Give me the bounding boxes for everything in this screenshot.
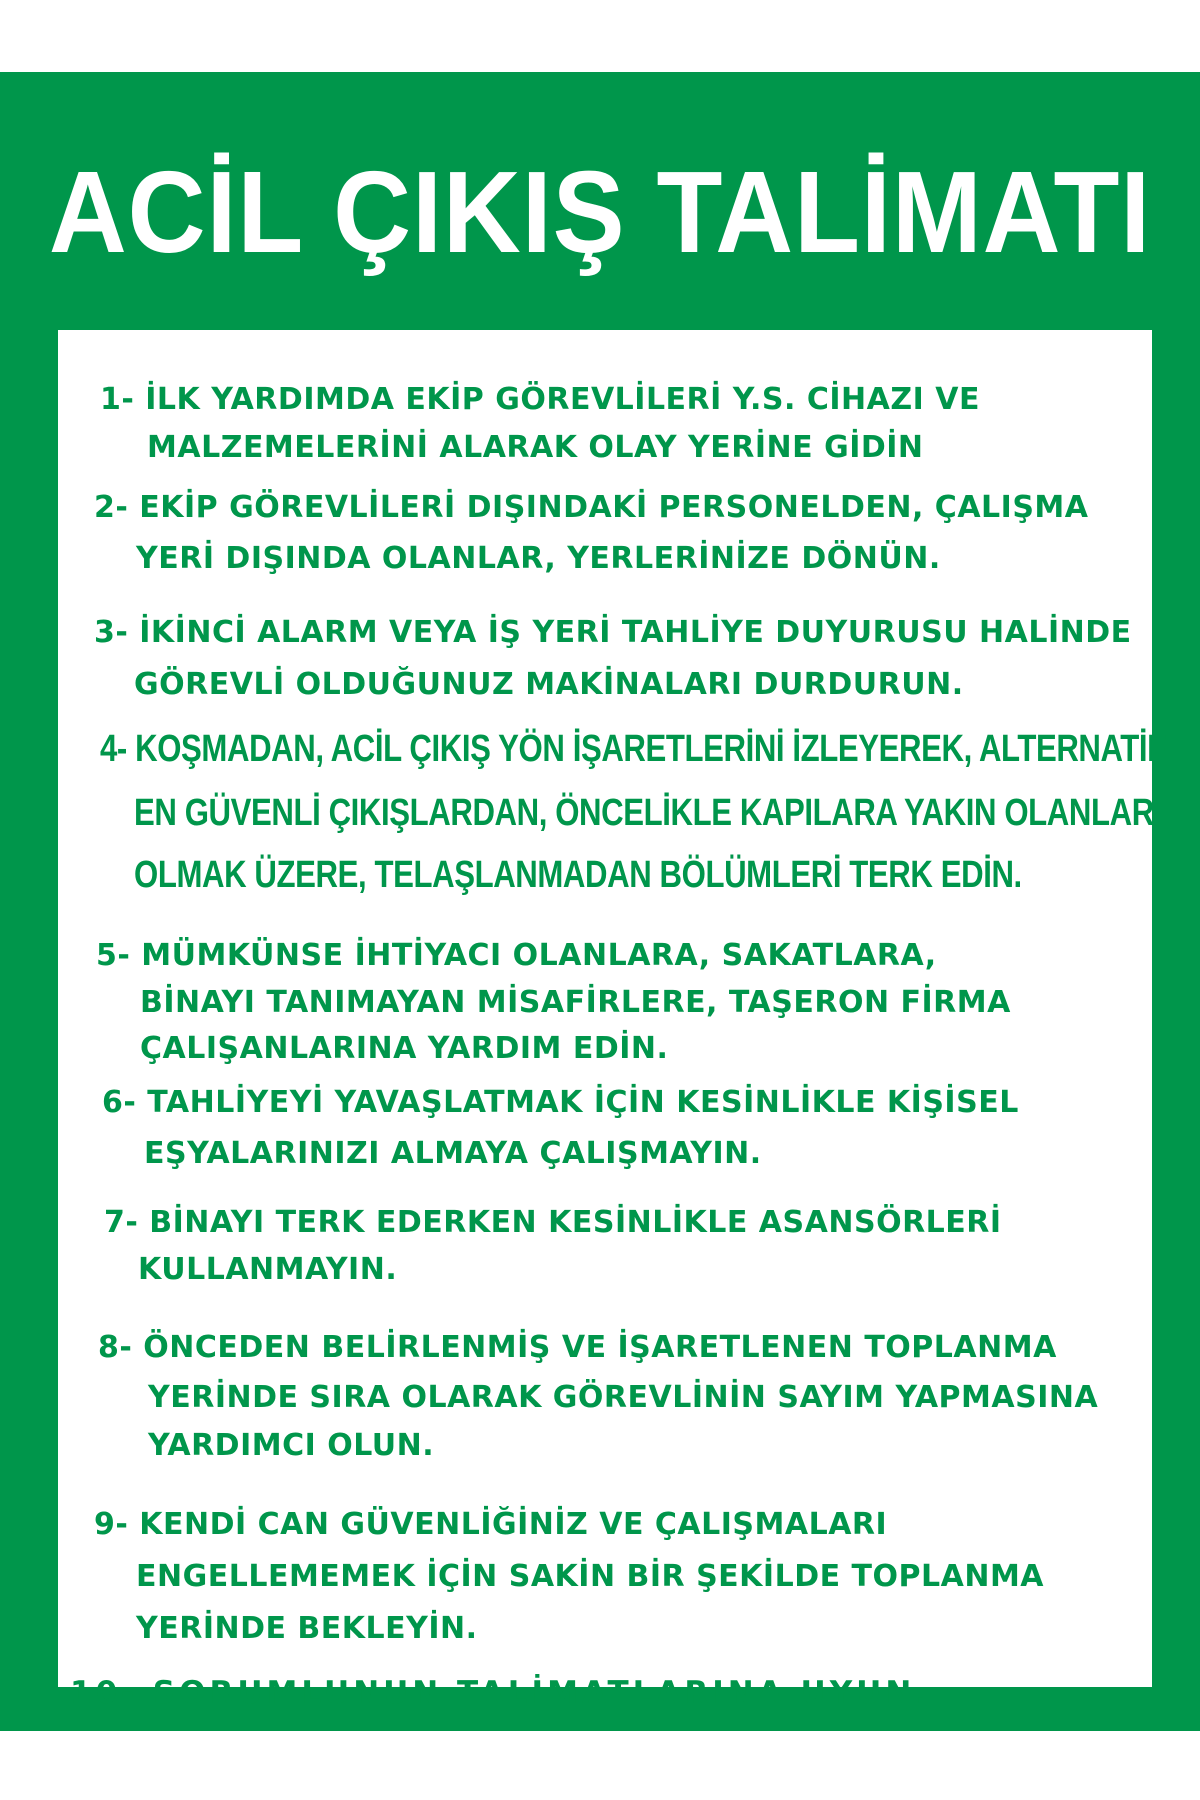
instruction-line: 2- EKİP GÖREVLİLERİ DIŞINDAKİ PERSONELDEN, ÇALIŞMA bbox=[94, 490, 1089, 525]
instructions-panel bbox=[58, 330, 1166, 1711]
instruction-line: YERİNDE SIRA OLARAK GÖREVLİNİN SAYIM YAPMASINA bbox=[148, 1380, 1099, 1415]
instruction-line: ÇALIŞANLARINA YARDIM EDİN. bbox=[140, 1031, 669, 1066]
instruction-line: EN GÜVENLİ ÇIKIŞLARDAN, ÖNCELİKLE KAPILARA YAKIN OLANLAR bbox=[134, 792, 1154, 834]
instruction-line: 8- ÖNCEDEN BELİRLENMİŞ VE İŞARETLENEN TOPLANMA bbox=[98, 1330, 1057, 1365]
instruction-line: 3- İKİNCİ ALARM VEYA İŞ YERİ TAHLİYE DUYURUSU HALİNDE bbox=[94, 615, 1132, 650]
sign-title: ACİL ÇIKIŞ TALİMATI bbox=[48, 147, 1152, 277]
instruction-line: 10- SORUMLUNUN TALİMATLARINA UYUN. bbox=[70, 1675, 932, 1711]
instruction-line: YERİ DIŞINDA OLANLAR, YERLERİNİZE DÖNÜN. bbox=[136, 541, 941, 576]
instruction-line: 9- KENDİ CAN GÜVENLİĞİNİZ VE ÇALIŞMALARI bbox=[94, 1507, 888, 1542]
instruction-line: 6- TAHLİYEYİ YAVAŞLATMAK İÇİN KESİNLİKLE KİŞİSEL bbox=[102, 1085, 1019, 1120]
instruction-line: ENGELLEMEMEK İÇİN SAKİN BİR ŞEKİLDE TOPLANMA bbox=[136, 1559, 1045, 1594]
instruction-line: MALZEMELERİNİ ALARAK OLAY YERİNE GİDİN bbox=[147, 430, 924, 465]
emergency-exit-sign bbox=[0, 72, 1200, 1731]
instruction-line: 5- MÜMKÜNSE İHTİYACI OLANLARA, SAKATLARA, bbox=[96, 938, 937, 973]
instruction-line: YARDIMCI OLUN. bbox=[148, 1428, 435, 1463]
instruction-line: KULLANMAYIN. bbox=[138, 1252, 398, 1287]
instruction-line: EŞYALARINIZI ALMAYA ÇALIŞMAYIN. bbox=[144, 1136, 762, 1171]
instruction-line: YERİNDE BEKLEYİN. bbox=[136, 1611, 478, 1646]
instruction-line: GÖREVLİ OLDUĞUNUZ MAKİNALARI DURDURUN. bbox=[134, 667, 964, 702]
instruction-line: BİNAYI TANIMAYAN MİSAFİRLERE, TAŞERON FİRMA bbox=[140, 985, 1011, 1020]
instruction-line: OLMAK ÜZERE, TELAŞLANMADAN BÖLÜMLERİ TERK EDİN. bbox=[134, 854, 1022, 896]
instruction-line: 7- BİNAYI TERK EDERKEN KESİNLİKLE ASANSÖRLERİ bbox=[104, 1205, 1002, 1240]
instruction-line: 4- KOŞMADAN, ACİL ÇIKIŞ YÖN İŞARETLERİNİ İZLEYEREK, ALTERNATİF bbox=[100, 728, 1166, 770]
instruction-line: 1- İLK YARDIMDA EKİP GÖREVLİLERİ Y.S. CİHAZI VE bbox=[100, 382, 980, 417]
